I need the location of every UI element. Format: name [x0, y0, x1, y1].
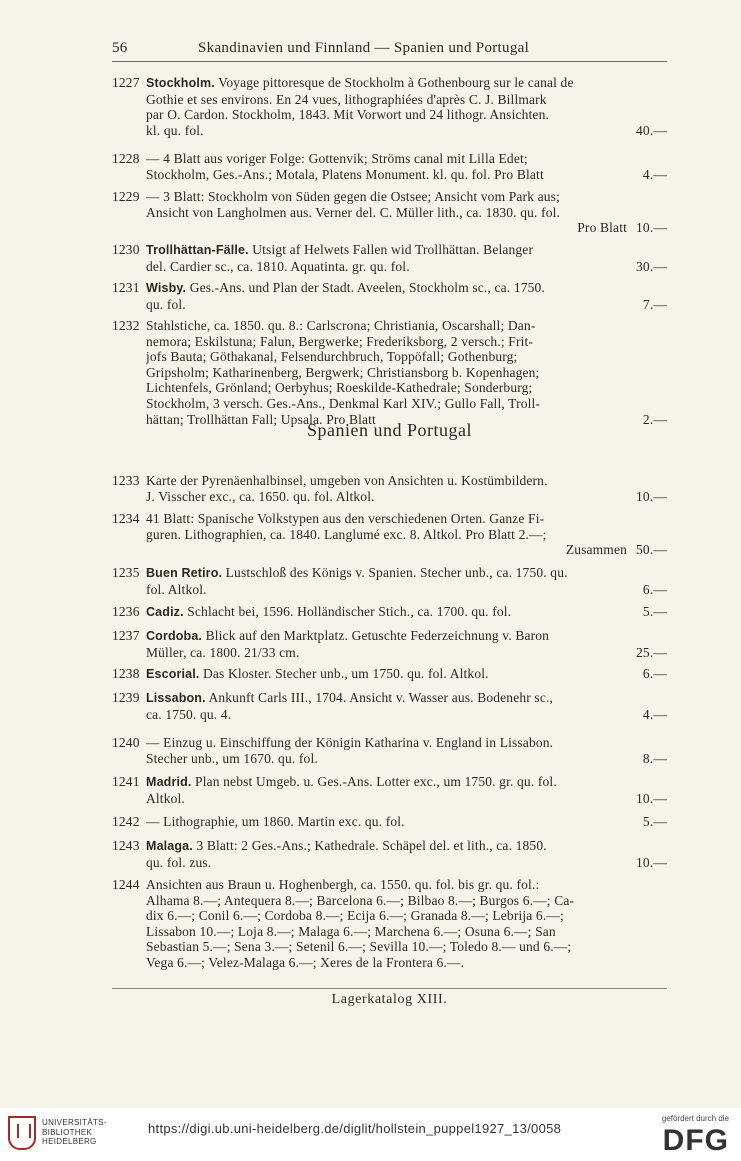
entry-line [146, 565, 667, 582]
catalog-entry [112, 189, 667, 236]
entry-line [146, 604, 667, 621]
entry-line [146, 380, 667, 396]
entry-text: jofs Bauta; Göthakanal, Felsendurchbruch, Toppöfall; Gothenburg; [146, 349, 518, 365]
entry-text: Ansicht von Langholmen aus. Verner del. C. Müller lith., ca. 1830. qu. fol. [146, 204, 561, 220]
entry-text: Stockholm, Ges.-Ans.; Motala, Platens Monument. kl. qu. fol. Pro Blatt [146, 166, 544, 182]
entry-line [146, 220, 667, 236]
entry-keyword: Wisby. [146, 281, 187, 295]
entry-number: 1242 [112, 814, 140, 829]
entry-text: fol. Altkol. [146, 581, 207, 597]
entry-price: 6.— [639, 582, 667, 598]
entry-text: Alhama 8.—; Antequera 8.—; Barcelona 6.—; Bilbao 8.—; Burgos 6.—; Ca- [146, 892, 575, 908]
entry-text: Müller, ca. 1800. 21/33 cm. [146, 644, 300, 660]
entry-line [146, 582, 667, 598]
entry-line [146, 511, 667, 527]
library-name-line: BIBLIOTHEK [42, 1127, 93, 1137]
entry-number: 1236 [112, 604, 140, 619]
entry-line [146, 791, 667, 807]
entry-line [146, 205, 667, 221]
entry-number: 1228 [112, 151, 140, 166]
entry-text: dix 6.—; Conil 6.—; Cordoba 8.—; Ecija 6.—; Granada 8.—; Lebrija 6.—; [146, 908, 564, 924]
catalog-entry [112, 877, 667, 971]
entry-number: 1229 [112, 189, 140, 204]
dfg-logo: DFG [662, 1124, 729, 1157]
entry-text: Das Kloster. Stecher unb., um 1750. qu. fol. Altkol. [203, 666, 489, 681]
entry-text: Ankunft Carls III., 1704. Ansicht v. Wasser aus. Bodenehr sc., [208, 690, 554, 705]
entry-line [146, 297, 667, 313]
entry-price: 4.— [639, 167, 667, 183]
entry-text: Vega 6.—; Velez-Malaga 6.—; Xeres de la Frontera 6.—. [146, 954, 465, 970]
catalog-entry [112, 774, 667, 806]
catalog-entry [112, 318, 667, 427]
entry-line [146, 123, 667, 139]
entry-number: 1240 [112, 735, 140, 750]
catalog-entry [112, 628, 667, 660]
catalog-entry [112, 511, 667, 558]
page-number: 56 [112, 40, 128, 56]
catalog-entry [112, 838, 667, 870]
entry-line [146, 877, 667, 893]
entry-line [146, 107, 667, 123]
entry-text: Blick auf den Marktplatz. Getuschte Federzeichnung v. Baron [205, 628, 550, 643]
entry-line [146, 666, 667, 683]
entry-text: qu. fol. zus. [146, 854, 212, 870]
university-seal-icon [8, 1116, 36, 1150]
header-rule [112, 61, 667, 62]
entry-price: 30.— [632, 259, 667, 275]
funded-by-label: gefördert durch die [661, 1114, 729, 1123]
catalog-entry [112, 242, 667, 274]
entry-price: 4.— [639, 707, 667, 723]
entry-line [146, 838, 667, 855]
entry-number: 1233 [112, 473, 140, 488]
entry-number: 1235 [112, 565, 140, 580]
library-name-line: UNIVERSITÄTS- [42, 1118, 107, 1127]
entry-price: 40.— [632, 123, 667, 139]
entry-keyword: Cordoba. [146, 629, 203, 643]
entry-text: J. Visscher exc., ca. 1650. qu. fol. Altkol. [146, 488, 375, 504]
entry-number: 1241 [112, 774, 140, 789]
entry-price: 10.— [632, 220, 667, 236]
entry-price: 10.— [632, 855, 667, 871]
entry-text: — 3 Blatt: Stockholm von Süden gegen die Ostsee; Ansicht vom Park aus; [146, 189, 560, 204]
entry-text: Stahlstiche, ca. 1850. qu. 8.: Carlscrona; Christiania, Oscarshall; Dan- [146, 318, 536, 333]
catalog-entry [112, 735, 667, 766]
entry-keyword: Malaga. [146, 839, 193, 853]
section-title: Spanien und Portugal [307, 420, 472, 440]
entry-line [146, 735, 667, 751]
library-name-line: HEIDELBERG [42, 1137, 97, 1146]
entry-line [146, 280, 667, 297]
entry-line [146, 151, 667, 167]
entry-keyword: Buen Retiro. [146, 566, 223, 580]
entry-text: — 4 Blatt aus voriger Folge: Gottenvik; Ströms canal mit Lilla Edet; [146, 151, 528, 166]
entry-line [146, 707, 667, 723]
entry-text: nemora; Eskilstuna; Falun, Bergwerke; Frederiksborg, 2 versch.; Frit- [146, 333, 534, 349]
entry-text: Altkol. [146, 790, 185, 806]
catalog-entry [112, 473, 667, 504]
entry-number: 1231 [112, 280, 140, 295]
entry-text: — Einzug u. Einschiffung der Königin Katharina v. England in Lissabon. [146, 735, 554, 750]
entry-line [146, 259, 667, 275]
entry-keyword: Lissabon. [146, 691, 206, 705]
running-title: Skandinavien und Finnland — Spanien und Portugal [198, 40, 530, 56]
permalink-url[interactable]: https://digi.ub.uni-heidelberg.de/diglit/hollstein_puppel1927_13/0058 [148, 1121, 562, 1136]
entry-line [146, 242, 667, 259]
entry-keyword: Cadiz. [146, 605, 184, 619]
entry-line [146, 690, 667, 707]
entry-line [146, 489, 667, 505]
entry-line [146, 349, 667, 365]
entry-line [146, 318, 667, 334]
catalog-entry [112, 280, 667, 312]
entry-price: 6.— [639, 666, 667, 682]
entry-line [146, 75, 667, 92]
entry-price: 10.— [632, 489, 667, 505]
entry-text: Ges.-Ans. und Plan der Stadt. Aveelen, Stockholm sc., ca. 1750. [189, 280, 545, 295]
entry-text: del. Cardier sc., ca. 1810. Aquatinta. gr. qu. fol. [146, 258, 410, 274]
entry-text: Ansichten aus Braun u. Hoghenbergh, ca. 1550. qu. fol. bis gr. qu. fol.: [146, 877, 540, 892]
entry-keyword: Madrid. [146, 775, 192, 789]
entry-line [146, 893, 667, 909]
entry-line [146, 396, 667, 412]
library-name [42, 1118, 107, 1147]
entry-keyword: Trollhättan-Fälle. [146, 243, 249, 257]
entry-price: 5.— [639, 814, 667, 830]
entry-line [146, 189, 667, 205]
entry-number: 1243 [112, 838, 140, 853]
entry-text: 3 Blatt: 2 Ges.-Ans.; Kathedrale. Schäpel del. et lith., ca. 1850. [196, 838, 547, 853]
entry-text: Stockholm, 3 versch. Ges.-Ans., Denkmal Karl XIV.; Gullo Fall, Troll- [146, 395, 541, 411]
entry-text: 41 Blatt: Spanische Volkstypen aus den verschiedenen Orten. Ganze Fi- [146, 511, 545, 526]
entry-number: 1237 [112, 628, 140, 643]
entry-price: 7.— [639, 297, 667, 313]
catalog-entry [112, 604, 667, 621]
entry-line [146, 939, 667, 955]
entry-number: 1238 [112, 666, 140, 681]
entry-text: hättan; Trollhättan Fall; Upsala. Pro Blatt [146, 411, 376, 427]
catalog-footer: Lagerkatalog XIII. [331, 992, 448, 1007]
entry-line [146, 751, 667, 767]
entry-line [146, 365, 667, 381]
entry-number: 1227 [112, 75, 140, 90]
entry-price: 5.— [639, 604, 667, 620]
entry-keyword: Stockholm. [146, 76, 215, 90]
entry-price: 10.— [632, 791, 667, 807]
entry-line [146, 814, 667, 830]
entry-line [146, 628, 667, 645]
entry-text: ca. 1750. qu. 4. [146, 706, 232, 722]
catalog-entry [112, 75, 667, 138]
entry-text: Karte der Pyrenäenhalbinsel, umgeben von Ansichten u. Kostümbildern. [146, 473, 548, 488]
entry-line [146, 167, 667, 183]
entry-line [146, 473, 667, 489]
entry-text: Lichtenfels, Grönland; Oerbyhus; Roeskilde-Kathedrale; Sonderburg; [146, 380, 533, 396]
entry-text: Schlacht bei, 1596. Holländischer Stich., ca. 1700. qu. fol. [187, 604, 512, 619]
entry-text: Lissabon 10.—; Loja 8.—; Malaga 6.—; Marchena 6.—; Osuna 6.—; San [146, 923, 556, 939]
entry-line [146, 527, 667, 543]
entry-text: qu. fol. [146, 296, 186, 312]
entry-text: Stecher unb., um 1670. qu. fol. [146, 750, 318, 766]
entry-text: Pro Blatt [577, 220, 627, 236]
entry-number: 1244 [112, 877, 140, 892]
entry-number: 1239 [112, 690, 140, 705]
entry-keyword: Escorial. [146, 667, 200, 681]
entry-line [146, 542, 667, 558]
entry-price: 25.— [632, 645, 667, 661]
catalog-entry [112, 814, 667, 830]
entry-line [146, 855, 667, 871]
entry-number: 1234 [112, 511, 140, 526]
entry-text: Voyage pittoresque de Stockholm à Gothenbourg sur le canal de [218, 75, 574, 90]
entry-text: Gripsholm; Katharinenberg, Bergwerk; Christiansborg b. Kopenhagen; [146, 364, 540, 380]
digitization-bar [0, 1108, 741, 1161]
entry-price: 8.— [639, 751, 667, 767]
catalog-entry [112, 565, 667, 597]
entry-line [146, 645, 667, 661]
entry-price: 50.— [632, 542, 667, 558]
catalog-entry [112, 666, 667, 683]
entry-text: Sebastian 5.—; Sena 3.—; Setenil 6.—; Sevilla 10.—; Toledo 8.— und 6.—; [146, 939, 572, 955]
entry-line [146, 955, 667, 971]
entry-line [146, 334, 667, 350]
entry-line [146, 924, 667, 940]
entry-number: 1232 [112, 318, 140, 333]
entry-line [146, 908, 667, 924]
catalog-entry [112, 151, 667, 182]
entry-text: Plan nebst Umgeb. u. Ges.-Ans. Lotter exc., um 1750. gr. qu. fol. [195, 774, 557, 789]
catalog-entry [112, 690, 667, 722]
entry-text: guren. Lithographien, ca. 1840. Langlumé exc. 8. Altkol. Pro Blatt 2.—; [146, 526, 547, 542]
entry-text: kl. qu. fol. [146, 122, 204, 138]
footer-rule [112, 988, 667, 989]
entry-line [146, 774, 667, 791]
entry-text: Gothie et ses environs. En 24 vues, lithographiées d'après C. J. Billmark [146, 91, 547, 107]
entry-line [146, 92, 667, 108]
entry-text: par O. Cardon. Stockholm, 1843. Mit Vorwort und 24 lithogr. Ansichten. [146, 107, 549, 123]
entry-price: 2.— [639, 412, 667, 428]
entry-number: 1230 [112, 242, 140, 257]
entry-text: — Lithographie, um 1860. Martin exc. qu. fol. [146, 814, 405, 829]
entry-text: Lustschloß des Königs v. Spanien. Stecher unb., ca. 1750. qu. [225, 565, 568, 580]
entry-text: Utsigt af Helwets Fallen wid Trollhättan. Belanger [252, 242, 534, 257]
entry-text: Zusammen [565, 542, 627, 558]
